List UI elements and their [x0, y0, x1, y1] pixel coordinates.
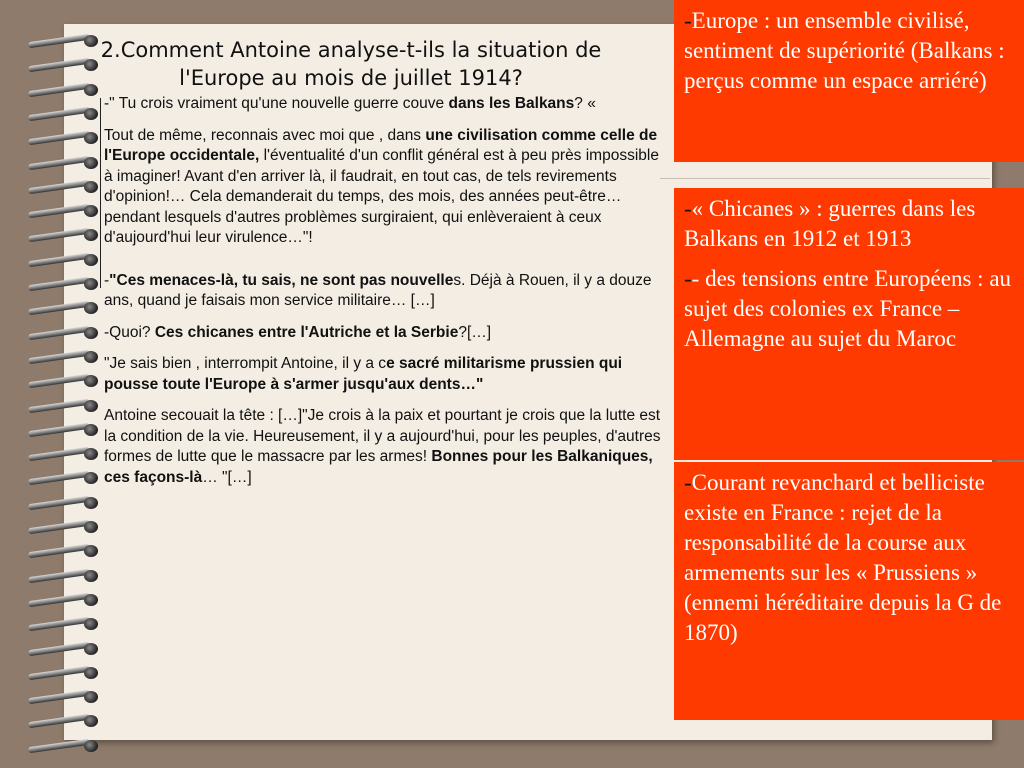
slide-title	[56, 36, 646, 92]
excerpt-bold: dans les Balkans	[448, 95, 575, 112]
excerpt-text: -Quoi?	[104, 323, 155, 341]
spiral-ring-icon	[28, 739, 100, 753]
analysis-panel-civilisation	[674, 0, 1024, 162]
panel-body: Europe : un ensemble civilisé, sentiment de supériorité (Balkans : perçus comme un espace arriéré)	[684, 8, 1005, 93]
quote-bracket	[100, 98, 101, 288]
excerpt-bold: une civilisation comme celle de l'Europe occidentale,	[104, 126, 658, 164]
excerpt-text: -	[104, 271, 110, 289]
excerpt-text: l'éventualité d'un conflit général est à peu près impossible à imaginer! Avant d'en arriver là, il faudrait, en tout cas, de tels revirements d'opinion!… Cela demanderait du temps, des mois, des années peut-être… pendant lesquels d'autres problèmes surgiraient, qui enlèveraient à ceux d'aujourd'hui leur virulence…"!	[104, 147, 659, 246]
excerpt-paragraph-4	[104, 323, 664, 344]
excerpt-text: Antoine secouait la tête : […]"Je crois à la paix et pourtant je crois que la lutte est la condition de la vie. Heureusement, il y a aujourd'hui, pour les peuples, d'autres formes de lutte que le massacre par les armes!	[104, 407, 661, 465]
panel-dash: -	[684, 266, 692, 291]
excerpt-paragraph-5	[104, 354, 664, 395]
panel-text	[684, 194, 1014, 254]
analysis-panel-tensions	[674, 188, 1024, 460]
title-line-1: 2.Comment Antoine analyse-t-ils la situation de	[100, 38, 602, 62]
excerpt-text: ? «	[574, 95, 596, 112]
panel-dash: -	[684, 470, 692, 495]
excerpt-paragraph-1	[104, 94, 664, 115]
excerpt-text: ?[…]	[458, 323, 492, 341]
excerpt-text: Tout de même, reconnais avec moi que , dans	[104, 126, 426, 144]
excerpt-bold: e sacré militarisme prussien qui pousse toute l'Europe à s'armer jusqu'aux dents…"	[104, 355, 623, 393]
novel-excerpt	[104, 94, 664, 499]
excerpt-paragraph-3	[104, 271, 664, 312]
excerpt-paragraph-2	[104, 126, 664, 249]
panel-dash: -	[684, 196, 692, 221]
panel-text	[684, 6, 1014, 96]
excerpt-bold: "Ces menaces-là, tu sais, ne sont pas nouvelle	[109, 271, 454, 289]
excerpt-bold: Bonnes pour les Balkaniques, ces façons-là	[104, 448, 653, 486]
excerpt-text: "Je sais bien , interrompit Antoine, il y a c	[104, 355, 387, 372]
panel-dash: -	[684, 8, 692, 33]
divider	[660, 178, 990, 179]
excerpt-text: … "[…]	[202, 468, 252, 486]
excerpt-text: s. Déjà à Rouen, il y a douze ans, quand je faisais mon service militaire… […]	[104, 271, 652, 309]
title-line-2: l'Europe au mois de juillet 1914?	[179, 66, 523, 90]
panel-body: Courant revanchard et belliciste existe en France : rejet de la responsabilité de la course aux armements sur les « Prussiens » (ennemi héréditaire depuis la G de 1870)	[684, 470, 1002, 645]
panel-text	[684, 468, 1014, 648]
excerpt-paragraph-6	[104, 406, 664, 488]
panel-body: - des tensions entre Européens : au sujet des colonies ex France – Allemagne au sujet du Maroc	[684, 266, 1012, 351]
panel-body: « Chicanes » : guerres dans les Balkans en 1912 et 1913	[684, 196, 976, 251]
analysis-panel-revanchisme	[674, 462, 1024, 720]
excerpt-text: -" Tu crois vraiment qu'une nouvelle guerre couve	[104, 95, 449, 112]
panel-text	[684, 264, 1014, 354]
excerpt-bold: Ces chicanes entre l'Autriche et la Serbie	[154, 323, 459, 341]
